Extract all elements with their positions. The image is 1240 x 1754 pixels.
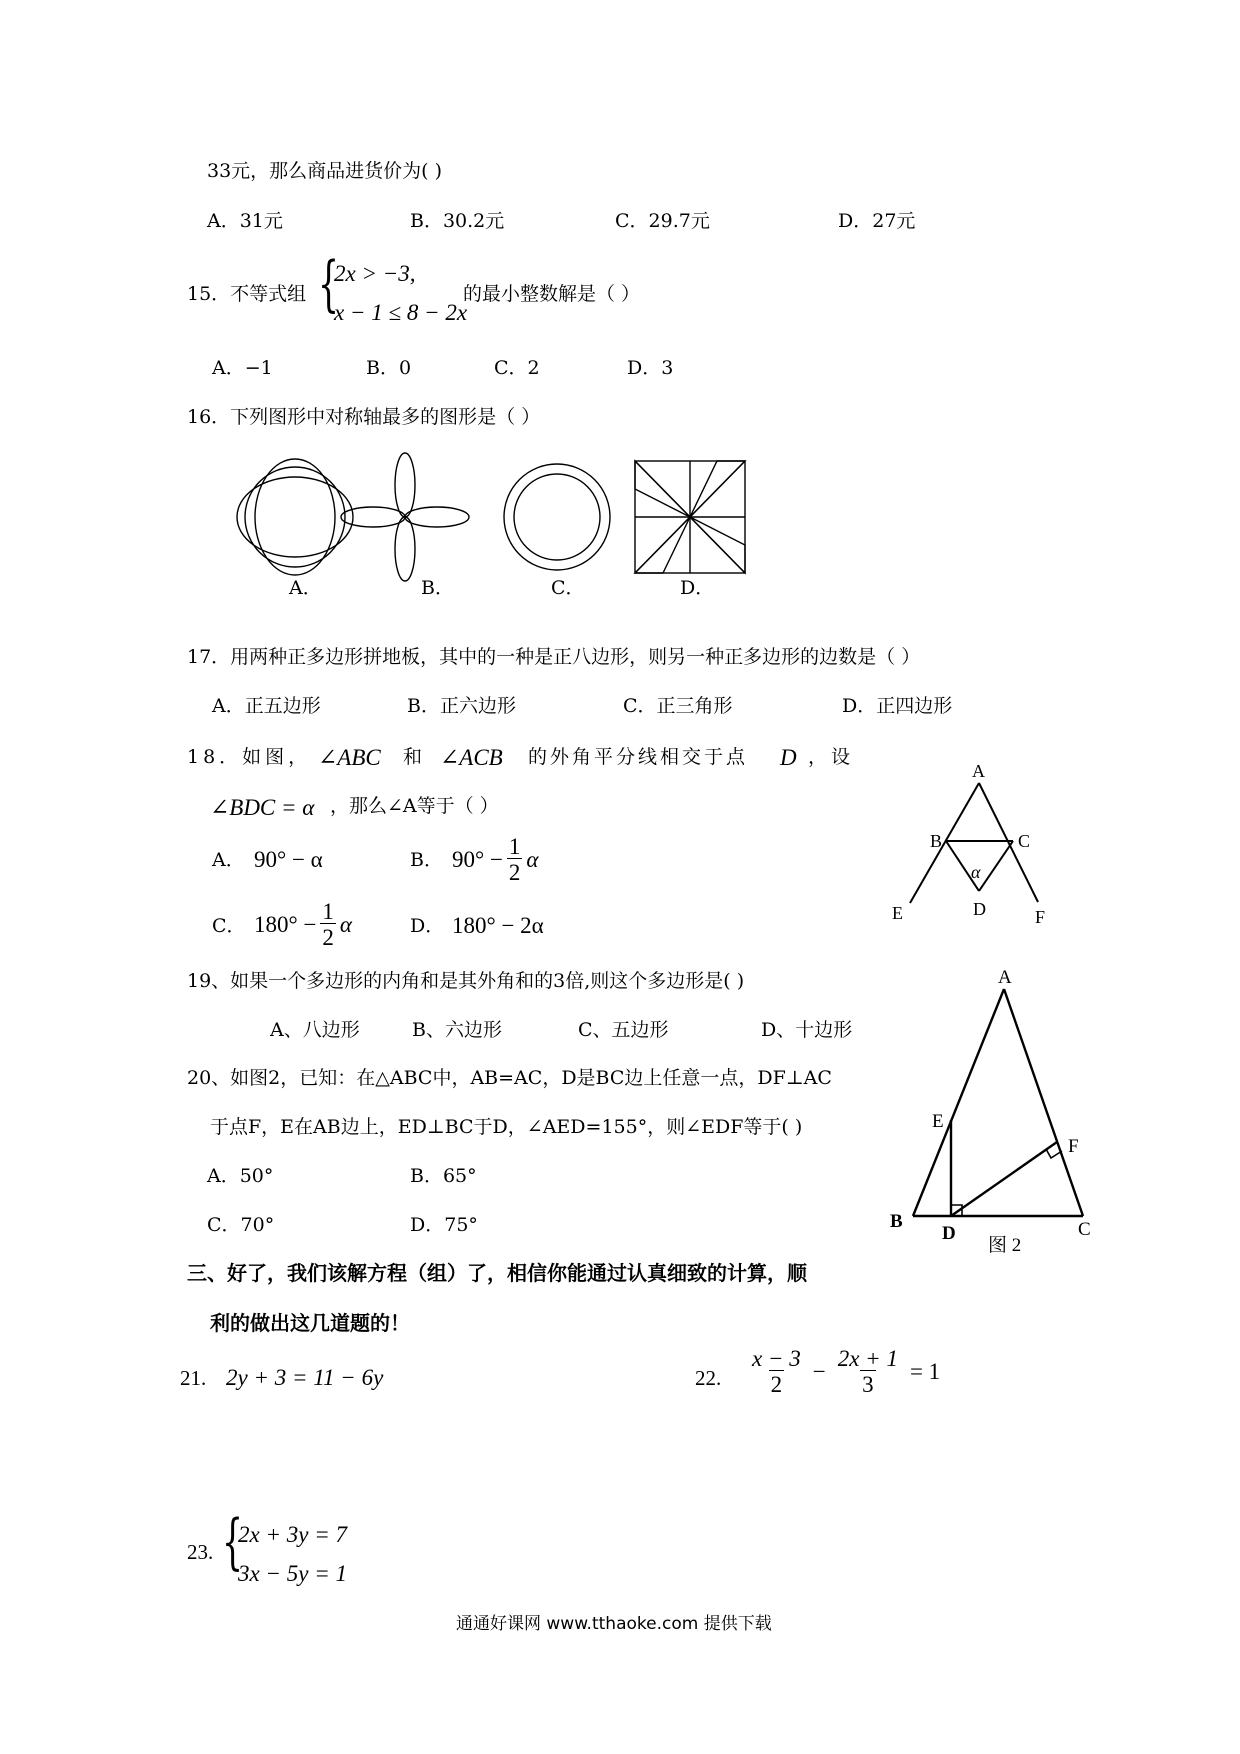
point-a-label: A — [998, 967, 1012, 988]
option-d: D．27元 — [838, 210, 916, 232]
triangle-figure-20 — [880, 965, 1110, 1265]
minus-sign: − — [812, 1359, 826, 1384]
equation-2: 3x − 5y = 1 — [238, 1561, 347, 1586]
section-heading-cont: 利的做出这几道题的！ — [210, 1311, 410, 1335]
point-d-label: D — [942, 1223, 956, 1244]
equation — [750, 1347, 940, 1396]
question-text: 33元，那么商品进货价为( ) — [207, 160, 443, 182]
fraction-numerator: 1 — [322, 899, 334, 924]
option-c: C．2 — [494, 357, 540, 379]
figure-b-petals — [341, 453, 469, 581]
angle-bdc: ∠BDC = α — [210, 795, 315, 820]
equation: 2y + 3 = 11 − 6y — [226, 1365, 384, 1390]
question-text: 20、如图2，已知：在△ABC中，AB=AC，D是BC边上任意一点，DF⊥AC — [187, 1067, 832, 1089]
figure-label-d: D． — [680, 577, 715, 599]
text-and: 和 — [403, 746, 423, 768]
fraction-numerator: x − 3 — [752, 1346, 801, 1371]
question-text: 的外角平分线相交于点 — [528, 746, 749, 768]
fraction-numerator: 2x + 1 — [837, 1346, 898, 1371]
page-footer: 通通好课网 www.tthaoke.com 提供下载 — [456, 1614, 772, 1634]
question-text: ，设 — [808, 746, 855, 768]
inequality-2: x − 1 ≤ 8 − 2x — [334, 300, 468, 325]
option-a: A．−1 — [212, 357, 273, 379]
option-b-alpha: α — [526, 847, 539, 872]
point-e-label: E — [892, 903, 903, 923]
angle-abc: ∠ABC — [318, 745, 381, 770]
option-d: D．75° — [410, 1214, 478, 1236]
option-c: C．正三角形 — [623, 695, 733, 717]
fraction-denominator: 2 — [770, 1372, 783, 1397]
option-c: C、五边形 — [578, 1019, 669, 1041]
option-d: D．3 — [627, 357, 674, 379]
system-brace: { — [318, 249, 340, 319]
question-number: 22. — [695, 1366, 722, 1390]
question-number: 15．不等式组 — [187, 283, 307, 305]
option-b-label: B． — [410, 849, 443, 871]
option-a-label: A． — [212, 849, 245, 871]
option-c — [254, 900, 352, 949]
alpha-label: α — [971, 862, 981, 882]
rhs: = 1 — [909, 1359, 941, 1384]
figure-label-c: C． — [551, 577, 585, 599]
option-d-label: D． — [410, 915, 445, 937]
option-c-prefix: 180° − — [254, 912, 317, 937]
question-text: 于点F，E在AB边上，ED⊥BC于D，∠AED=155°，则∠EDF等于( ) — [210, 1116, 803, 1138]
question-text: 16．下列图形中对称轴最多的图形是（ ） — [187, 406, 541, 428]
option-b: B．正六边形 — [407, 695, 516, 717]
system-brace: { — [222, 1507, 244, 1577]
inequality-1: 2x > −3, — [334, 261, 416, 286]
option-d: D．正四边形 — [842, 695, 953, 717]
question-number: 23. — [187, 1540, 214, 1564]
option-b — [452, 835, 539, 884]
option-a: A．正五边形 — [212, 695, 321, 717]
angle-acb: ∠ACB — [440, 745, 503, 770]
option-c: C．29.7元 — [615, 210, 710, 232]
point-e-label: E — [932, 1111, 944, 1132]
question-text: ，那么∠A等于（ ） — [330, 795, 499, 817]
fraction-numerator: 1 — [508, 834, 521, 859]
figure-a-circle-arcs — [237, 459, 353, 575]
option-c: C．70° — [207, 1214, 275, 1236]
triangle-figure-18 — [880, 755, 1070, 935]
option-a: 90° − α — [254, 847, 323, 872]
option-a: A．31元 — [207, 210, 283, 232]
figure-caption: 图 2 — [988, 1235, 1022, 1256]
option-b-prefix: 90° − — [452, 847, 503, 872]
fraction-denominator: 2 — [508, 860, 521, 885]
option-b: B．30.2元 — [410, 210, 505, 232]
option-c-alpha: α — [339, 912, 352, 937]
question-text: 17．用两种正多边形拼地板，其中的一种是正八边形，则另一种正多边形的边数是（ ） — [187, 646, 921, 668]
figure-label-b: B． — [421, 577, 454, 599]
question-text: 的最小整数解是（ ） — [463, 283, 641, 305]
point-f-label: F — [1035, 907, 1046, 927]
fraction-denominator: 2 — [322, 925, 334, 950]
option-d: D、十边形 — [761, 1019, 853, 1041]
option-b: B．0 — [366, 357, 412, 379]
symmetry-figures — [230, 445, 750, 595]
point-d: D — [780, 745, 797, 770]
option-c-label: C． — [212, 915, 246, 937]
fraction-denominator: 3 — [862, 1372, 874, 1397]
point-b-label: B — [890, 1211, 903, 1232]
option-a: A、八边形 — [270, 1019, 360, 1041]
point-c-label: C — [1078, 1219, 1091, 1240]
question-text: 19、如果一个多边形的内角和是其外角和的3倍,则这个多边形是( ) — [187, 970, 745, 992]
option-d: 180° − 2α — [452, 913, 544, 938]
point-c-label: C — [1018, 831, 1031, 851]
question-number: 21. — [180, 1366, 207, 1390]
point-f-label: F — [1068, 1136, 1079, 1157]
section-heading: 三、好了，我们该解方程（组）了，相信你能通过认真细致的计算，顺 — [187, 1261, 807, 1285]
equation-1: 2x + 3y = 7 — [238, 1522, 347, 1547]
question-number: 18．如图， — [187, 746, 312, 768]
option-a: A．50° — [207, 1165, 274, 1187]
option-b: B、六边形 — [412, 1019, 502, 1041]
figure-d-pinwheel — [635, 461, 745, 573]
point-a-label: A — [972, 761, 985, 781]
point-d-label: D — [973, 899, 986, 919]
option-b: B．65° — [410, 1165, 477, 1187]
figure-label-a: A． — [289, 577, 322, 599]
point-b-label: B — [930, 831, 943, 851]
figure-c-ring — [504, 464, 610, 570]
